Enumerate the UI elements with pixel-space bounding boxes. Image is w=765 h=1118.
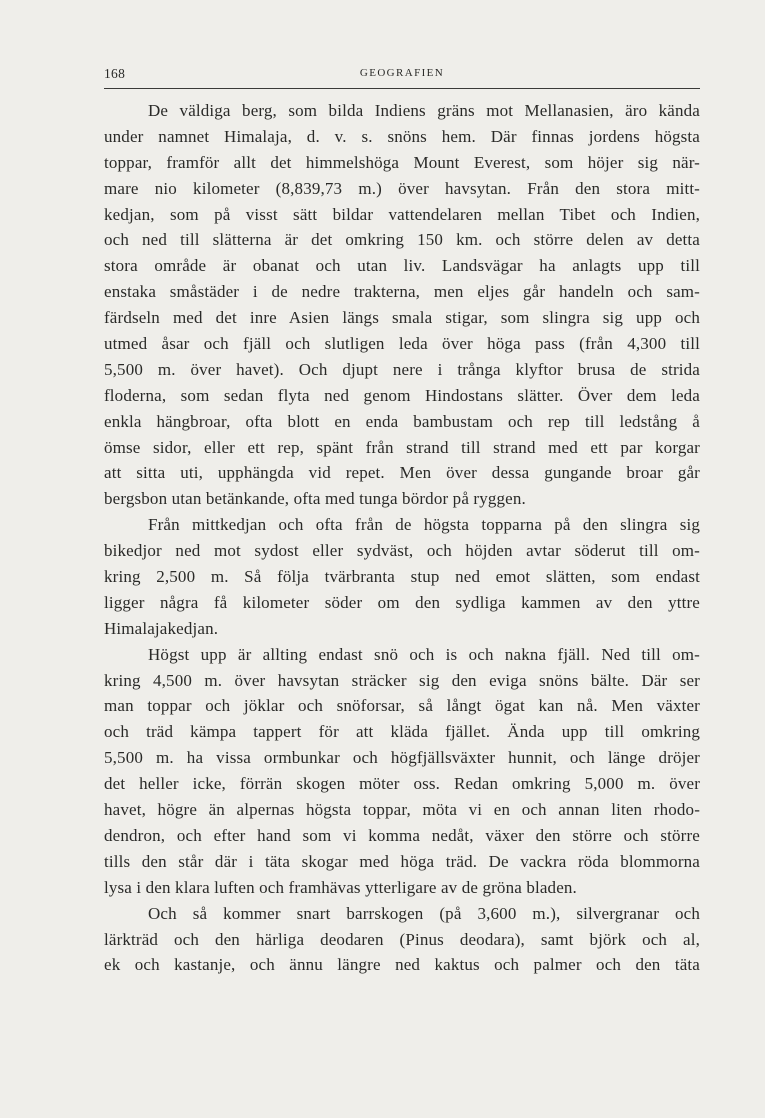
text-line: Och så kommer snart barrskogen (på 3,600 m.), silvergranar och xyxy=(148,903,700,923)
text-line: lärkträd och den härliga deodaren (Pinus deodara), samt björk och al, xyxy=(104,929,700,949)
text-line: enkla hängbroar, ofta blott en enda bambustam och rep till ledstång å xyxy=(104,411,700,431)
page-header xyxy=(104,62,700,86)
text-line: floderna, som sedan flyta ned genom Hindostans slätter. Över dem leda xyxy=(104,385,700,405)
text-line: De väldiga berg, som bilda Indiens gräns mot Mellanasien, äro kända xyxy=(148,101,700,120)
text-line: lysa i den klara luften och framhävas ytterligare av de gröna bladen. xyxy=(104,877,577,897)
text-line: utmed åsar och fjäll och slutligen leda över höga pass (från 4,300 till xyxy=(104,334,700,354)
text-line: och ned till slätterna är det omkring 150 km. och större delen av detta xyxy=(104,230,700,250)
text-line: kedjan, som på visst sätt bildar vattendelaren mellan Tibet och Indien, xyxy=(104,204,700,224)
text-line: toppar, framför allt det himmelshöga Mount Everest, som höjer sig när- xyxy=(104,152,700,172)
text-line: färdseln med det inre Asien längs smala stigar, som slingra sig upp och xyxy=(104,308,700,328)
text-line: havet, högre än alpernas högsta toppar, möta vi en och annan liten rhodo- xyxy=(104,800,700,820)
text-line: ömse sidor, eller ett rep, spänt från strand till strand med ett par korgar xyxy=(104,437,700,457)
header-rule xyxy=(104,88,700,89)
text-line: enstaka småstäder i de nedre trakterna, men eljes går handeln och sam- xyxy=(104,282,700,302)
text-line: kring 4,500 m. över havsytan sträcker sig den eviga snöns bälte. Där ser xyxy=(104,670,700,690)
text-line: Himalajakedjan. xyxy=(104,618,219,638)
text-line: 5,500 m. ha vissa ormbunkar och högfjällsväxter hunnit, och länge dröjer xyxy=(104,748,700,768)
body-text xyxy=(104,98,700,978)
text-line: under namnet Himalaja, d. v. s. snöns hem. Där finnas jordens högsta xyxy=(104,126,700,146)
text-line: stora område är obanat och utan liv. Landsvägar ha anlagts upp till xyxy=(104,256,700,276)
page-number: 168 xyxy=(104,66,126,81)
text-line: det heller icke, förrän skogen möter oss. Redan omkring 5,000 m. över xyxy=(104,774,700,794)
text-line: bergsbon utan betänkande, ofta med tunga bördor på ryggen. xyxy=(104,489,526,509)
text-line: kring 2,500 m. Så följa tvärbranta stup ned emot slätten, som endast xyxy=(104,567,700,587)
text-line: 5,500 m. över havet). Och djupt nere i trånga klyftor brusa de strida xyxy=(104,359,700,379)
text-line: ek och kastanje, och ännu längre ned kaktus och palmer och den täta xyxy=(104,955,700,975)
text-line: att sitta uti, upphängda vid repet. Men över dessa gungande broar går xyxy=(104,463,700,483)
text-line: ligger några få kilometer söder om den sydliga kammen av den yttre xyxy=(104,592,700,612)
text-line: Från mittkedjan och ofta från de högsta topparna på den slingra sig xyxy=(148,515,700,535)
running-title: GEOGRAFIEN xyxy=(359,67,445,79)
text-line: bikedjor ned mot sydost eller sydväst, och höjden avtar söderut till om- xyxy=(104,541,700,561)
text-line: dendron, och efter hand som vi komma nedåt, växer den större och större xyxy=(104,825,700,845)
text-line: tills den står där i täta skogar med höga träd. De vackra röda blommorna xyxy=(104,851,700,871)
text-line: och träd kämpa tappert för att kläda fjället. Ända upp till omkring xyxy=(104,722,700,742)
text-line: Högst upp är allting endast snö och is och nakna fjäll. Ned till om- xyxy=(148,644,700,664)
text-line: mare nio kilometer (8,839,73 m.) över havsytan. Från den stora mitt- xyxy=(104,178,700,198)
text-line: man toppar och jöklar och snöforsar, så långt ögat kan nå. Men växter xyxy=(104,696,700,716)
